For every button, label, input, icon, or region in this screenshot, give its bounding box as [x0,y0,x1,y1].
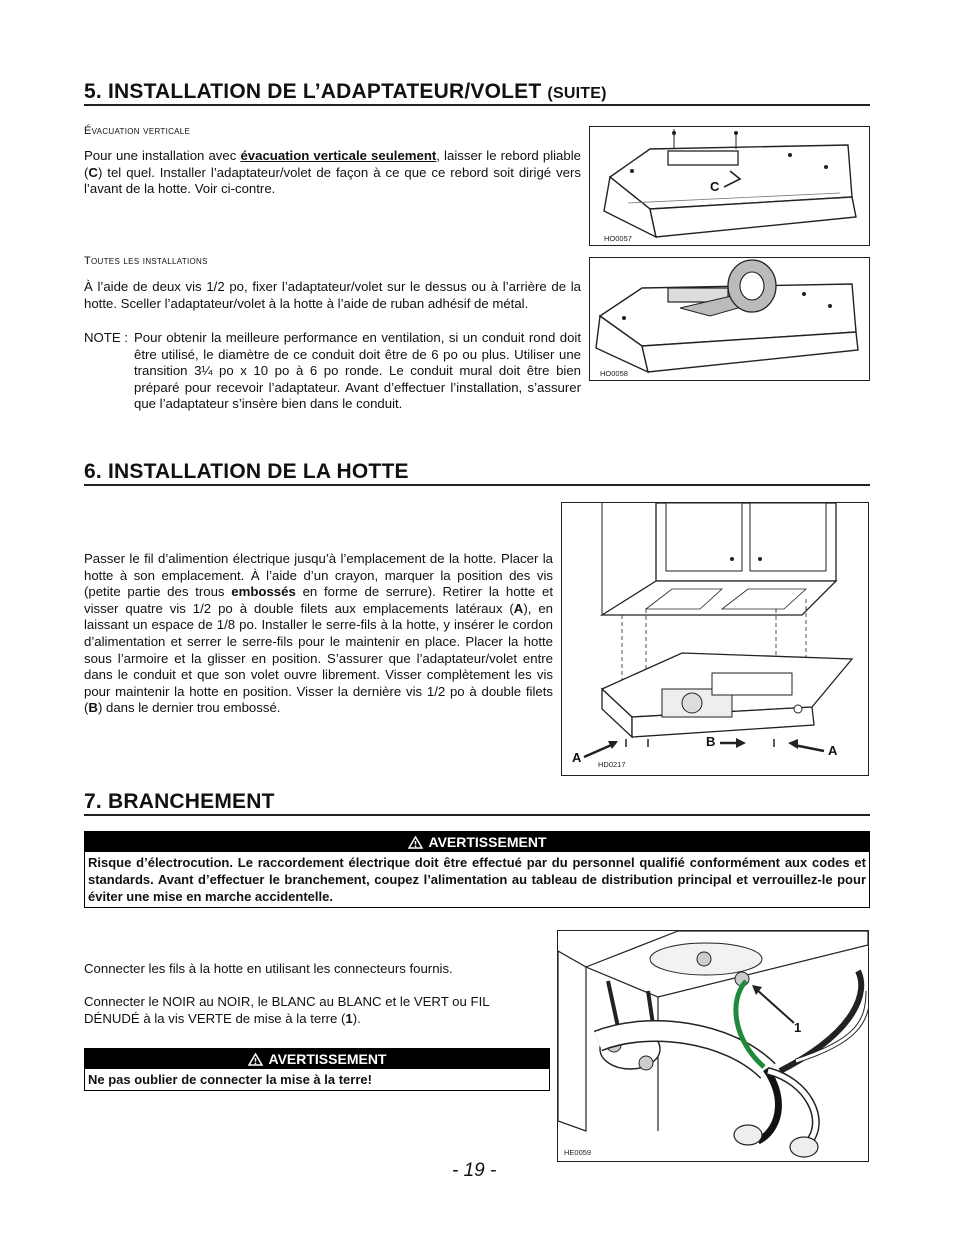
figure-wiring [557,930,869,1162]
section-7-heading [84,790,275,814]
warning-triangle-icon [408,836,423,849]
figure-code: HD0217 [598,760,626,769]
warning-title: AVERTISSEMENT [268,1051,387,1067]
figure-hood-under-cabinet [561,502,869,776]
figure-label-a-left: A [572,750,582,765]
page-number: - 19 - [452,1160,497,1181]
section-title: INSTALLATION DE L’ADAPTATEUR/VOLET [107,80,542,103]
warning-box-ground [84,1048,550,1091]
figure-hood-vertical-damper [589,126,870,246]
paragraph-wires: Connecter le NOIR au NOIR, le BLANC au BLANC et le VERT ou FIL DÉNUDÉ à la vis VERTE de mise à la terre (1). [84,994,490,1026]
figure-code: HO0058 [600,369,628,378]
section-number: 5. [84,80,102,103]
note-text: Pour obtenir la meilleure performance en ventilation, si un conduit rond doit être utilisé, le diamètre de ce conduit doit être de 6 po ou plus. Utiliser une transition 3¼ po x 10 po à 6 po ronde. Le conduit mural doit être bien préparé pour recevoir l’adaptateur. Avant d’effectuer l’installation, s’assurer que l’adaptateur s’insère bien dans le conduit. [134,330,581,412]
figure-label-a-right: A [828,743,838,758]
section-6-heading [84,460,409,484]
section-6-rule [84,484,870,486]
warning-triangle-icon [248,1053,263,1066]
warning-title: AVERTISSEMENT [428,834,547,850]
figure-label-b: B [706,734,716,749]
hood-tape-illustration [590,258,869,380]
note-label: NOTE : [84,330,128,345]
section-5-rule [84,104,870,106]
wiring-illustration [558,931,868,1161]
figure-letter-c: C [710,179,720,194]
paragraph-connectors: Connecter les fils à la hotte en utilisant les connecteurs fournis. [84,961,453,976]
warning-text: Risque d’électrocution. Le raccordement électrique doit être effectué par du personnel qualifié conformément aux codes et standards. Avant d’effectuer le branchement, coupez l’alimentation au tableau de distribution principal et verrouillez-le pour éviter une mise en marche accidentelle. [88,855,866,904]
section-7-rule [84,814,870,816]
warning-text: Ne pas oublier de connecter la mise à la terre! [88,1072,372,1087]
subheading-all: Toutes les installations [84,255,208,267]
section-suffix: (SUITE) [547,85,607,102]
figure-label-1: 1 [794,1020,802,1035]
paragraph-all: À l’aide de deux vis 1/2 po, fixer l’adaptateur/volet sur le dessus ou à l’arrière de la hotte. Sceller l’adaptateur/volet à la hotte à l’aide de ruban adhésif de métal. [84,279,581,311]
hood-vertical-illustration [590,127,869,245]
section-5-heading [84,80,607,104]
paragraph-vertical: Pour une installation avec évacuation verticale seulement, laisser le rebord pliable (C) tel quel. Installer l’adaptateur/volet de façon à ce que ce rebord soit dirigé vers l’avant de la hotte. Voir ci-contre. [84,148,581,197]
paragraph-hood-install: Passer le fil d’alimention électrique jusqu’à l’emplacement de la hotte. Placer la hotte à son emplacement. À l’aide d’un crayon, marquer la position des vis (petite partie des trous embossés en forme de serrure). Retirer la hotte et visser quatre vis 1/2 po à double filets aux emplacements latéraux (A), en laissant un espace de 1/8 po. Installer le serre-fils à la hotte, y insérer le cordon d’alimentation et serrer le serre-fils pour le maintenir en place. Placer la hotte sous l’armoire et la glisser en position. S’assurer que l’adaptateur/volet entre dans le conduit et que son volet ouvre librement. Visser complètement les vis pour maintenir la hotte en position. Visser la dernière vis 1/2 po à double filets (B) dans le dernier trou embossé. [84,551,553,716]
section-number: 7. [84,790,102,813]
section-number: 6. [84,460,102,483]
figure-code: HE0059 [564,1148,592,1157]
section-title: BRANCHEMENT [107,790,275,813]
warning-box-electrocution [84,831,870,908]
figure-hood-tape [589,257,870,381]
subheading-vertical: Évacuation verticale [84,125,191,137]
warning-header [85,1049,549,1069]
section-title: INSTALLATION DE LA HOTTE [107,460,409,483]
warning-header [85,832,869,852]
figure-code: HO0057 [604,234,632,243]
